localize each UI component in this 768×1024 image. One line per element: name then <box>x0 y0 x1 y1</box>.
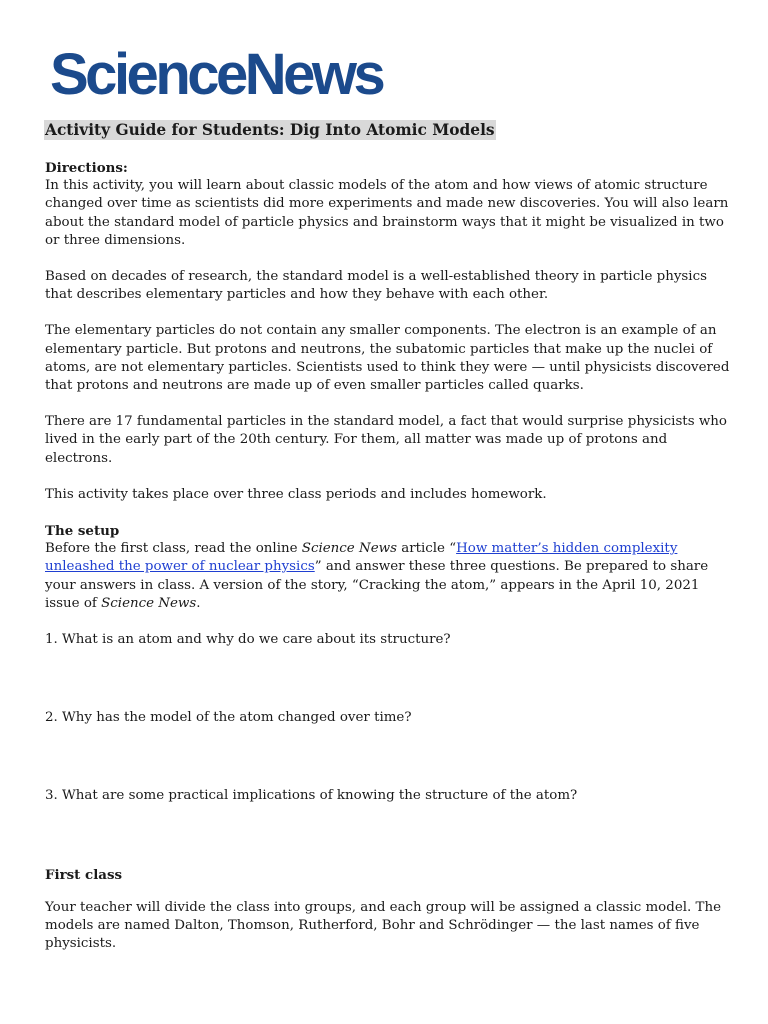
question-1: 1. What is an atom and why do we care about its structure? <box>45 632 451 648</box>
publication-name-1: Science News <box>301 541 397 557</box>
setup-paragraph <box>45 540 730 613</box>
setup-text-2: article “ <box>396 541 457 557</box>
question-2: 2. Why has the model of the atom changed over time? <box>45 710 412 726</box>
directions-section <box>45 159 730 504</box>
directions-paragraph-1: In this activity, you will learn about classic models of the atom and how views of atomic structure changed over time as scientists did more experiments and made new discoveries. You will also learn about the standard model of particle physics and brainstorm ways that it might be visualized in two or three dimensions. <box>45 178 729 248</box>
setup-text-4: . <box>196 595 201 611</box>
document-body <box>45 120 730 971</box>
page-title: Activity Guide for Students: Dig Into Atomic Models <box>45 121 495 139</box>
first-class-section <box>45 866 730 954</box>
setup-section <box>45 522 730 806</box>
directions-paragraph-3: The elementary particles do not contain any smaller components. The electron is an example of an elementary particle. But protons and neutrons, the subatomic particles that make up the nuclei of atoms, are not elementary particles. Scientists used to think they were — until physicists discovered that protons and neutrons are made up of even smaller particles called quarks. <box>45 323 730 394</box>
directions-paragraph-2: Based on decades of research, the standard model is a well-established theory in particle physics that describes elementary particles and how they behave with each other. <box>45 269 707 303</box>
article-link[interactable]: How matter’s hidden complexity unleashed the power of nuclear physics <box>45 541 678 575</box>
science-news-logo: ScienceNews <box>50 42 383 107</box>
publication-name-2: Science News <box>101 595 197 611</box>
directions-paragraph-5: This activity takes place over three class periods and includes homework. <box>45 486 547 502</box>
setup-text-1: Before the first class, read the online <box>45 541 302 557</box>
directions-paragraph-4: There are 17 fundamental particles in the standard model, a fact that would surprise physicists who lived in the early part of the 20th century. For them, all matter was made up of protons and electrons. <box>45 414 727 466</box>
directions-heading: Directions: <box>45 160 128 176</box>
question-3: 3. What are some practical implications of knowing the structure of the atom? <box>45 788 578 804</box>
first-class-heading: First class <box>45 866 123 883</box>
setup-heading: The setup <box>45 523 120 540</box>
setup-text-3: ” and answer these three questions. Be prepared to share your answers in class. A version of the story, “Cracking the atom,” appears in the April 10, 2021 issue of <box>45 559 709 611</box>
first-class-paragraph: Your teacher will divide the class into groups, and each group will be assigned a classic model. The models are named Dalton, Thomson, Rutherford, Bohr and Schrödinger — the last names of five physicists. <box>45 899 722 952</box>
